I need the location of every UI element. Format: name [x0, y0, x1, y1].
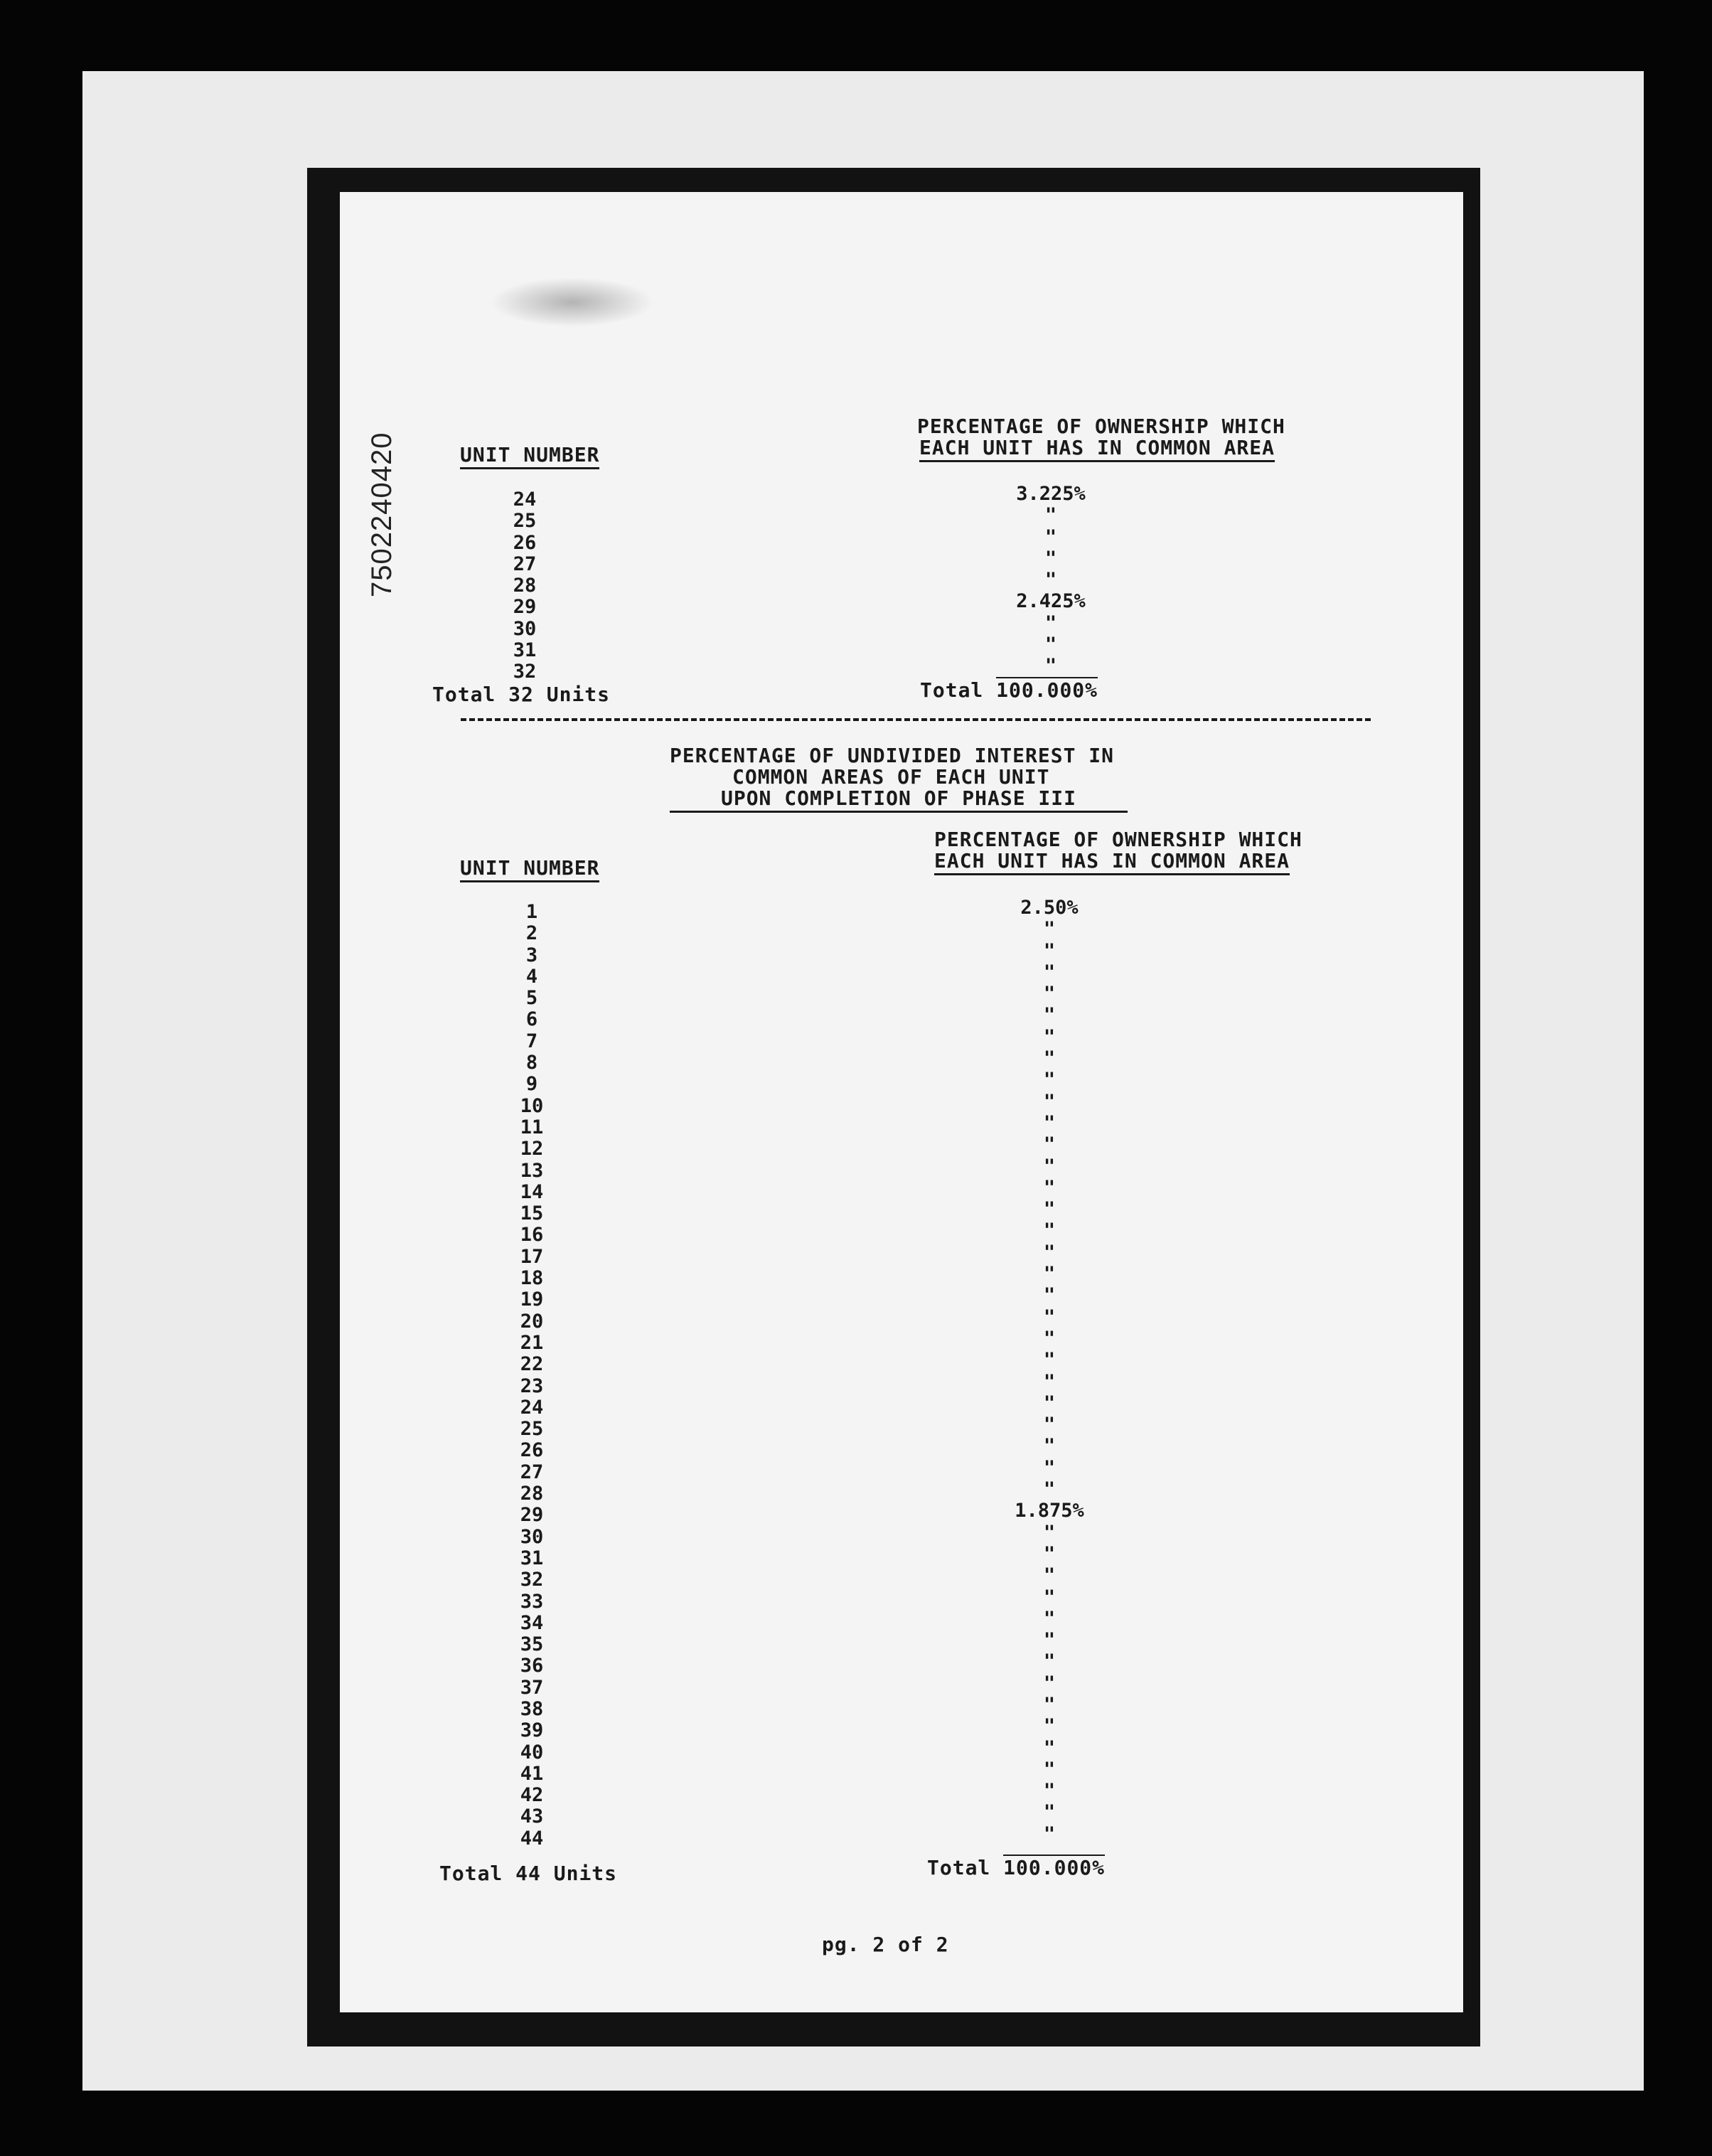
s2-unit-number: 36 — [520, 1655, 544, 1677]
s1-unit-column — [503, 489, 546, 683]
s2-unit-number: 19 — [520, 1288, 544, 1311]
s2-percentage-value: " — [1043, 1650, 1056, 1673]
s2-unit-number: 7 — [525, 1030, 538, 1052]
s2-percentage-value: " — [1043, 1306, 1056, 1328]
s1-unit-number: 27 — [513, 553, 537, 575]
s2-unit-number: 37 — [520, 1676, 544, 1699]
s2-percentage-value: " — [1043, 1220, 1056, 1242]
s2-percentage-column — [993, 897, 1106, 1845]
s2-percentage-value: " — [1043, 1801, 1056, 1824]
s1-pct-total-row — [920, 680, 1098, 701]
s2-percentage-value: " — [1043, 1069, 1056, 1092]
s2-pct-total-label: Total — [927, 1856, 991, 1879]
s1-unit-number: 26 — [513, 531, 537, 554]
s2-percentage-value: " — [1043, 1047, 1056, 1070]
s2-percentage-value: " — [1043, 1823, 1056, 1845]
s2-unit-number: 21 — [520, 1331, 544, 1354]
s2-unit-number: 4 — [525, 965, 538, 988]
s2-percentage-value: " — [1043, 1263, 1056, 1286]
s2-unit-number: 26 — [520, 1439, 544, 1462]
s2-percentage-value: " — [1043, 1198, 1056, 1221]
s1-total-label: Total — [432, 683, 496, 706]
s1-unit-number: 32 — [513, 661, 537, 683]
section-divider — [461, 718, 1371, 721]
s2-title-line2: COMMON AREAS OF EACH UNIT — [732, 765, 1050, 789]
s1-percentage-column — [994, 484, 1108, 678]
s2-unit-number: 30 — [520, 1525, 544, 1548]
s2-unit-number: 22 — [520, 1353, 544, 1376]
s2-percentage-value: " — [1043, 1780, 1056, 1803]
s2-unit-number: 35 — [520, 1633, 544, 1656]
s1-percentage-value: 2.425% — [1016, 590, 1086, 613]
s1-unit-number: 30 — [513, 617, 537, 640]
s2-unit-number: 17 — [520, 1245, 544, 1268]
s2-total-units: 44 — [515, 1862, 541, 1885]
s1-unit-number: 29 — [513, 596, 537, 619]
s2-percentage-value: " — [1043, 1284, 1056, 1307]
s1-percentage-value: " — [1044, 569, 1057, 592]
s2-percentage-value: " — [1043, 1392, 1056, 1414]
s2-percentage-value: " — [1043, 1414, 1056, 1436]
s2-unit-number: 13 — [520, 1159, 544, 1182]
s1-unit-number: 28 — [513, 575, 537, 597]
s2-unit-number: 16 — [520, 1224, 544, 1247]
s1-pct-header-line2: EACH UNIT HAS IN COMMON AREA — [919, 437, 1275, 462]
s2-percentage-value: " — [1043, 1456, 1056, 1479]
s2-percentage-value: " — [1043, 1736, 1056, 1759]
s2-unit-number: 20 — [520, 1310, 544, 1333]
s2-units-word: Units — [553, 1862, 618, 1885]
s2-unit-number: 28 — [520, 1483, 544, 1505]
s2-percentage-value: " — [1043, 1370, 1056, 1393]
s2-title-line3: UPON COMPLETION OF PHASE III — [670, 788, 1128, 813]
s2-pct-total: 100.000% — [1003, 1856, 1106, 1879]
s2-unit-number: 14 — [520, 1180, 544, 1203]
s2-unit-number: 23 — [520, 1375, 544, 1397]
s2-percentage-value: " — [1043, 1111, 1056, 1134]
s2-unit-number: 43 — [520, 1805, 544, 1828]
s2-unit-number: 1 — [525, 901, 538, 923]
s2-unit-number: 8 — [525, 1052, 538, 1074]
s2-percentage-value: " — [1043, 1478, 1056, 1501]
s2-unit-number: 24 — [520, 1396, 544, 1419]
s2-percentage-value: 2.50% — [1020, 897, 1079, 919]
side-stamp-number: 7502240420 — [366, 432, 397, 597]
s1-percentage-value: " — [1044, 547, 1057, 570]
s1-unit-number: 31 — [513, 639, 537, 662]
s2-percentage-value: " — [1043, 1542, 1056, 1565]
page-footer: pg. 2 of 2 — [822, 1933, 949, 1956]
ink-smudge — [491, 277, 654, 327]
s2-unit-header: UNIT NUMBER — [460, 858, 599, 882]
s2-unit-number: 11 — [520, 1116, 544, 1138]
s2-percentage-value: " — [1043, 1176, 1056, 1199]
s2-percentage-value: " — [1043, 1241, 1056, 1264]
s2-total-label: Total — [439, 1862, 503, 1885]
s2-percentage-value: " — [1043, 1693, 1056, 1716]
s2-unit-number: 2 — [525, 922, 538, 945]
s2-unit-number: 10 — [520, 1094, 544, 1117]
s2-percentage-value: 1.875% — [1015, 1500, 1084, 1522]
s2-percentage-value: " — [1043, 1629, 1056, 1652]
s2-percentage-value: " — [1043, 1607, 1056, 1630]
s2-unit-number: 29 — [520, 1504, 544, 1527]
s2-percentage-value: " — [1043, 1564, 1056, 1587]
s2-unit-number: 31 — [520, 1547, 544, 1569]
s1-percentage-value: " — [1044, 634, 1057, 656]
s1-unit-number: 24 — [513, 489, 537, 511]
s2-unit-number: 15 — [520, 1202, 544, 1225]
s2-unit-number: 44 — [520, 1827, 544, 1850]
s2-unit-number: 6 — [525, 1008, 538, 1031]
s1-units-word: Units — [546, 683, 611, 706]
s2-unit-number: 3 — [525, 944, 538, 966]
s2-unit-number: 33 — [520, 1590, 544, 1613]
s2-percentage-value: " — [1043, 918, 1056, 941]
s2-pct-header-line1: PERCENTAGE OF OWNERSHIP WHICH — [934, 828, 1302, 851]
s2-percentage-value: " — [1043, 1349, 1056, 1372]
s2-percentage-value: " — [1043, 1004, 1056, 1027]
s1-percentage-value: " — [1044, 504, 1057, 527]
s2-percentage-value: " — [1043, 1715, 1056, 1738]
s2-unit-number: 32 — [520, 1569, 544, 1591]
s2-unit-number: 39 — [520, 1719, 544, 1742]
s1-percentage-value: " — [1044, 612, 1057, 634]
s2-unit-column — [510, 902, 553, 1850]
s2-percentage-value: " — [1043, 1521, 1056, 1544]
s1-unit-number: 25 — [513, 510, 537, 533]
s2-percentage-value: " — [1043, 1672, 1056, 1695]
s2-percentage-value: " — [1043, 1586, 1056, 1608]
s1-percentage-value: 3.225% — [1016, 483, 1086, 505]
s1-unit-header: UNIT NUMBER — [460, 444, 599, 469]
s2-unit-number: 42 — [520, 1784, 544, 1807]
s2-percentage-value: " — [1043, 1090, 1056, 1113]
s2-unit-number: 38 — [520, 1697, 544, 1720]
s2-unit-number: 5 — [525, 987, 538, 1010]
s2-pct-header-line2: EACH UNIT HAS IN COMMON AREA — [934, 850, 1290, 875]
s2-unit-number: 12 — [520, 1138, 544, 1160]
s1-pct-total: 100.000% — [996, 678, 1098, 702]
s1-total-units-row — [432, 684, 610, 705]
s2-percentage-value: " — [1043, 1025, 1056, 1048]
s2-unit-number: 34 — [520, 1611, 544, 1634]
s2-percentage-value: " — [1043, 961, 1056, 983]
s2-unit-number: 9 — [525, 1073, 538, 1096]
s2-unit-number: 40 — [520, 1741, 544, 1763]
s2-percentage-value: " — [1043, 1327, 1056, 1350]
s2-percentage-value: " — [1043, 1133, 1056, 1156]
s2-percentage-value: " — [1043, 1435, 1056, 1458]
s2-unit-number: 41 — [520, 1762, 544, 1785]
s2-title-line1: PERCENTAGE OF UNDIVIDED INTEREST IN — [670, 744, 1115, 767]
s2-unit-number: 27 — [520, 1461, 544, 1483]
s1-percentage-value: " — [1044, 525, 1057, 548]
s2-percentage-value: " — [1043, 1155, 1056, 1178]
s2-unit-number: 18 — [520, 1267, 544, 1290]
s2-unit-number: 25 — [520, 1418, 544, 1441]
s2-percentage-value: " — [1043, 1758, 1056, 1781]
s1-pct-header-line1: PERCENTAGE OF OWNERSHIP WHICH — [917, 415, 1285, 438]
s2-pct-total-row — [927, 1857, 1105, 1879]
s1-total-units: 32 — [508, 683, 534, 706]
s2-percentage-value: " — [1043, 939, 1056, 962]
s2-percentage-value: " — [1043, 983, 1056, 1005]
s1-pct-total-label: Total — [920, 678, 984, 702]
s2-total-units-row — [439, 1863, 617, 1884]
s1-percentage-value: " — [1044, 655, 1057, 678]
